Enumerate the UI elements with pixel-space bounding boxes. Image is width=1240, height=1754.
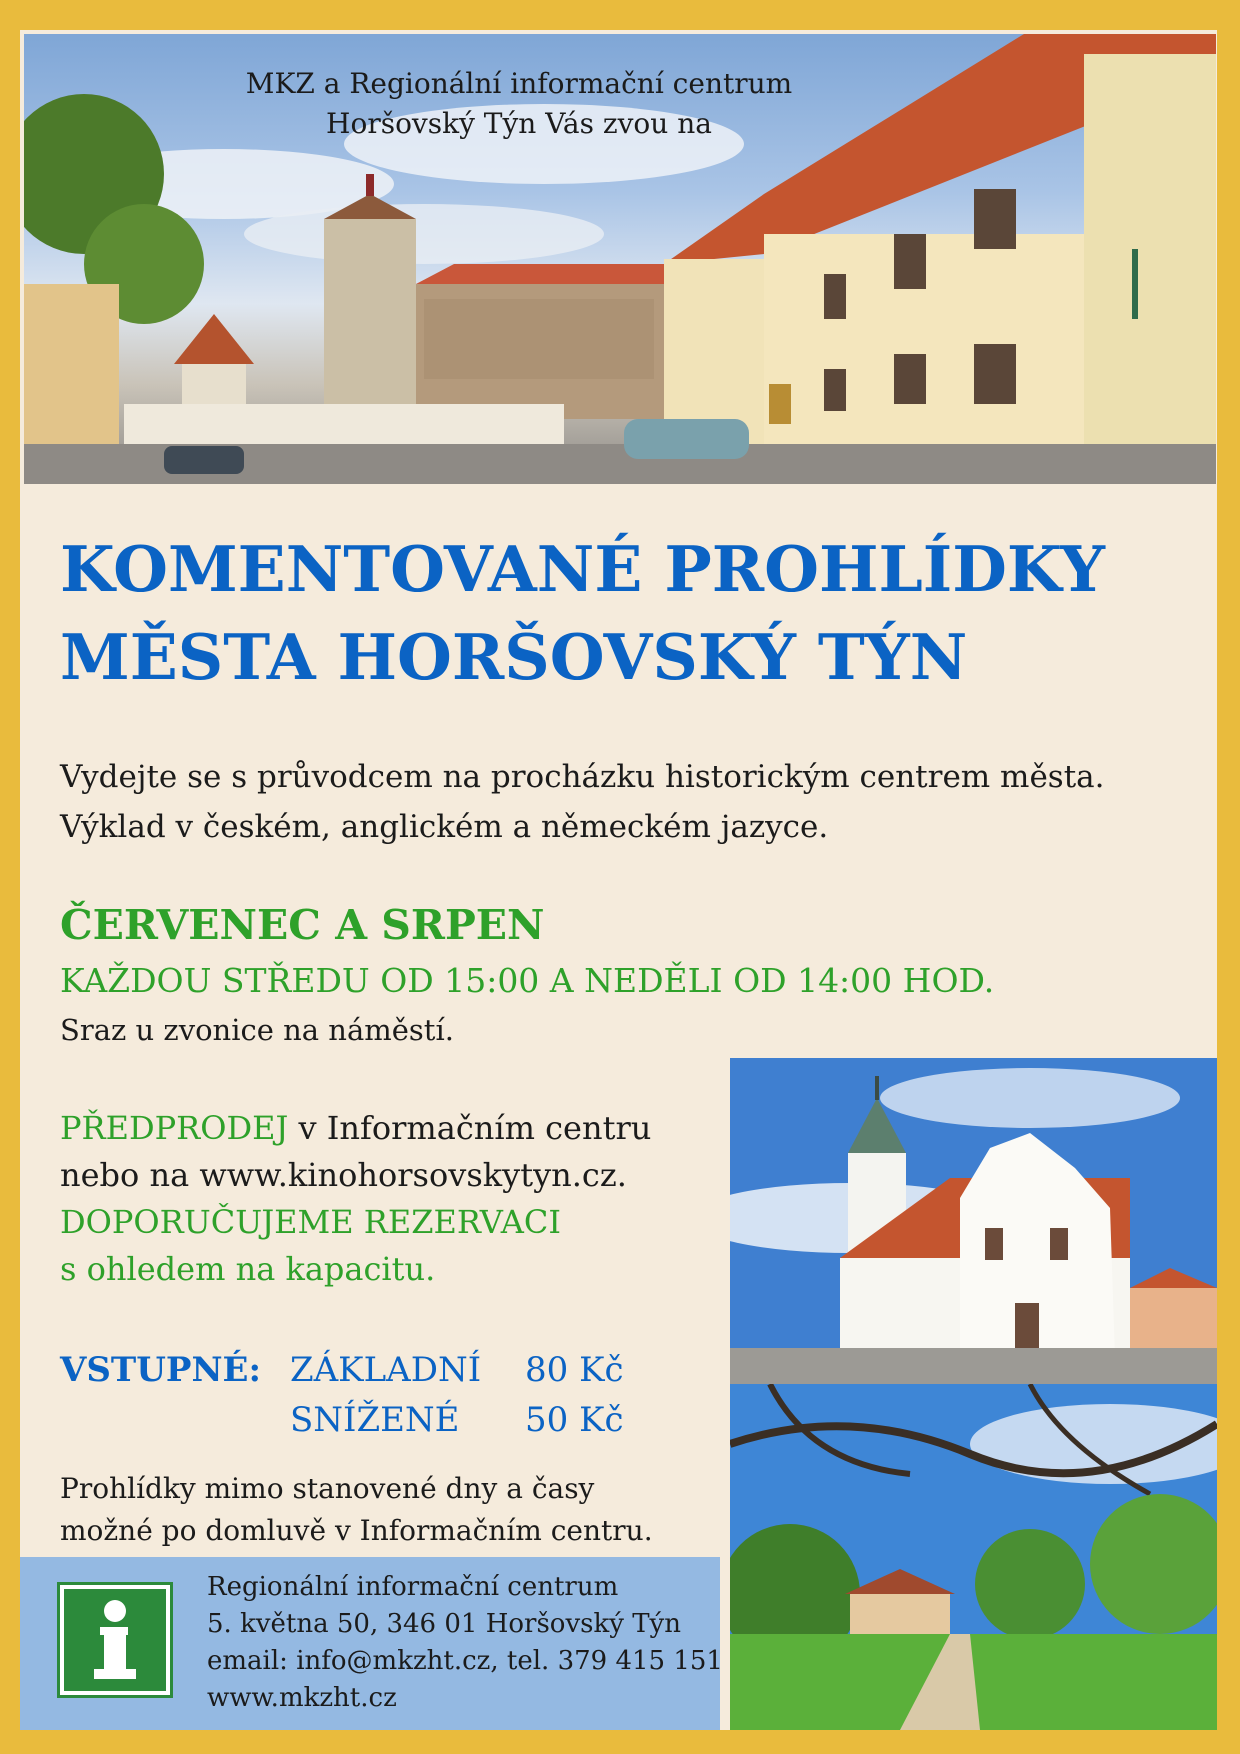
invitation-line-1: MKZ a Regionální informační centrum — [245, 67, 793, 100]
info-i-icon — [60, 1585, 170, 1695]
presale-label: PŘEDPRODEJ — [60, 1109, 289, 1147]
presale-section — [60, 1105, 720, 1293]
invitation-line-2: Horšovský Týn Vás zvou na — [326, 107, 712, 140]
contact-footer — [20, 1557, 723, 1730]
church-photo — [730, 1058, 1217, 1384]
schedule-times: KAŽDOU STŘEDU OD 15:00 A NEDĚLI OD 14:00 HOD. — [60, 961, 995, 1000]
price-label: ZÁKLADNÍ — [290, 1350, 482, 1390]
season-heading: ČERVENEC A SRPEN — [60, 901, 545, 949]
price-value: 50 Kč — [525, 1400, 624, 1440]
title-line-1: KOMENTOVANÉ PROHLÍDKY — [60, 532, 1105, 606]
price-row-basic — [290, 1345, 624, 1395]
park-photo — [730, 1384, 1217, 1730]
intro-line-1: Vydejte se s průvodcem na procházku historickým centrem města. — [60, 759, 1105, 795]
town-square-photo — [24, 34, 1216, 484]
price-label: SNÍŽENÉ — [290, 1400, 460, 1440]
intro-line-2: Výklad v českém, anglickém a německém jazyce. — [60, 809, 829, 845]
contact-email-phone: email: info@mkzht.cz, tel. 379 415 151 — [207, 1646, 723, 1676]
reservation-recommendation: DOPORUČUJEME REZERVACI — [60, 1203, 561, 1241]
contact-address: 5. května 50, 346 01 Horšovský Týn — [207, 1609, 681, 1639]
note-line-2: možné po domluvě v Informačním centru. — [60, 1514, 653, 1547]
contact-website: www.mkzht.cz — [207, 1683, 397, 1713]
presale-text-2: nebo na www.kinohorsovskytyn.cz. — [60, 1156, 627, 1194]
presale-text-1: v Informačním centru — [288, 1109, 652, 1147]
contact-org: Regionální informační centrum — [207, 1572, 619, 1602]
reservation-note: s ohledem na kapacitu. — [60, 1250, 436, 1288]
title-line-2: MĚSTA HORŠOVSKÝ TÝN — [60, 620, 968, 694]
page-title — [60, 525, 1200, 701]
contact-details — [207, 1569, 723, 1717]
invitation-text — [24, 64, 1014, 144]
note-line-1: Prohlídky mimo stanovené dny a časy — [60, 1472, 595, 1505]
price-value: 80 Kč — [525, 1350, 624, 1390]
admission-heading: VSTUPNÉ: — [60, 1350, 261, 1390]
intro-text — [60, 752, 1210, 852]
meeting-point: Sraz u zvonice na náměstí. — [60, 1013, 454, 1047]
price-row-reduced — [290, 1395, 624, 1445]
arrangement-note — [60, 1468, 653, 1552]
